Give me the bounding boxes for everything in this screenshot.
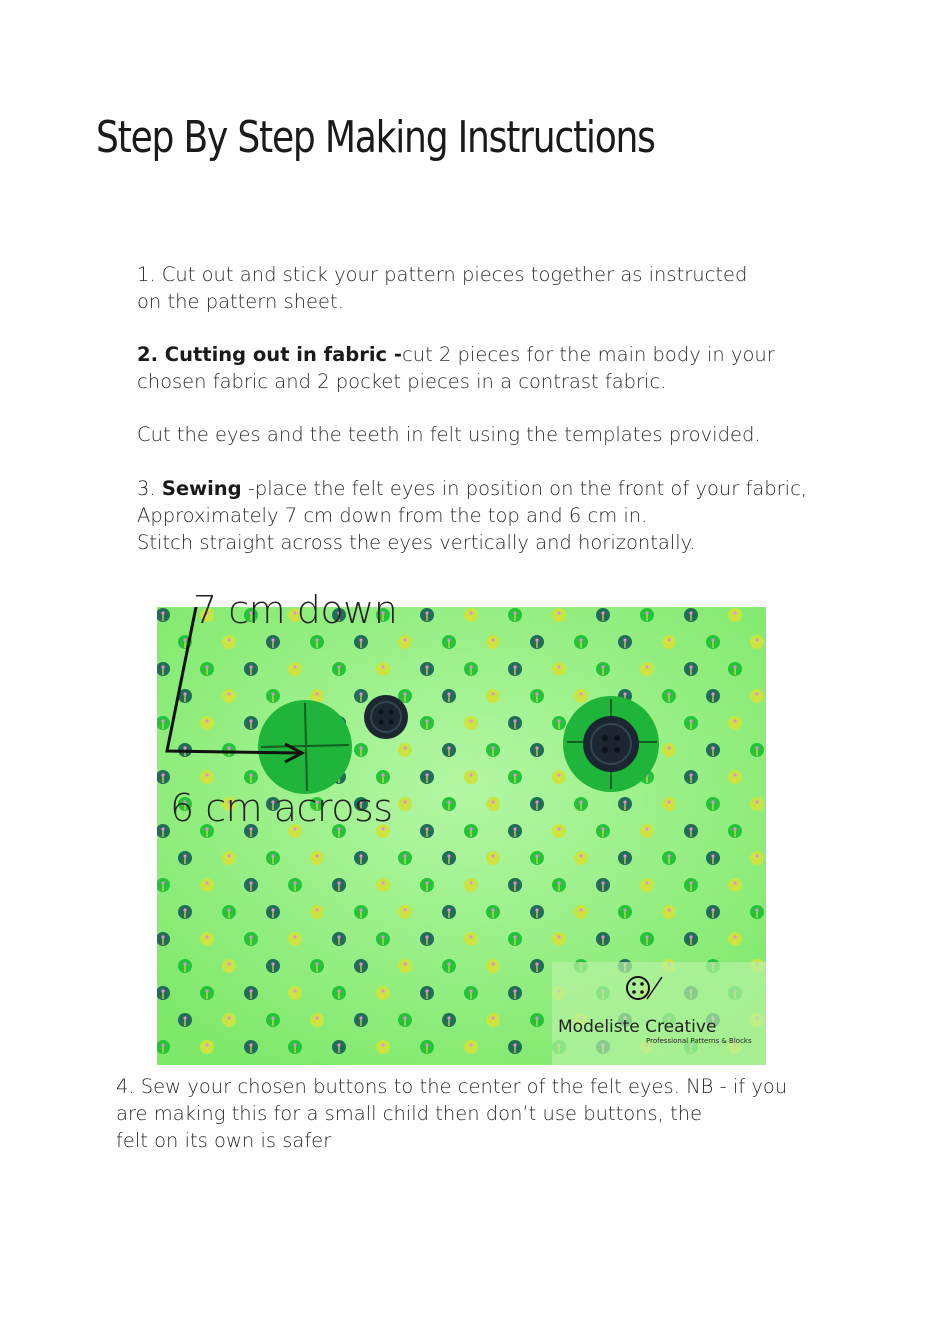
fabric-dot-bud <box>733 935 736 938</box>
fabric-dot-bud <box>183 908 186 911</box>
fabric-dot-bud <box>381 665 384 668</box>
step-2-heading: 2. Cutting out in fabric - <box>137 343 403 366</box>
fabric-dot-bud <box>205 1043 208 1046</box>
fabric-dot-bud <box>535 1016 538 1019</box>
fabric-photo-svg <box>157 607 766 1065</box>
fabric-dot-bud <box>601 827 604 830</box>
fabric-dot-bud <box>227 692 230 695</box>
fabric-dot-bud <box>403 962 406 965</box>
fabric-dot-bud <box>513 719 516 722</box>
fabric-dot-bud <box>491 1016 494 1019</box>
fabric-dot-bud <box>645 665 648 668</box>
fabric-dot-bud <box>447 962 450 965</box>
fabric-dot-bud <box>491 908 494 911</box>
fabric-dot-bud <box>689 773 692 776</box>
fabric-dot-bud <box>161 665 164 668</box>
eyes-teeth-instruction: Cut the eyes and the teeth in felt using the templates provided. <box>137 423 761 446</box>
fabric-dot-bud <box>755 800 758 803</box>
fabric-dot-bud <box>667 854 670 857</box>
fabric-dot-bud <box>271 854 274 857</box>
fabric-dot-bud <box>447 638 450 641</box>
fabric-dot-bud <box>315 908 318 911</box>
fabric-dot-bud <box>645 935 648 938</box>
fabric-dot-bud <box>579 638 582 641</box>
fabric-dot-bud <box>557 827 560 830</box>
fabric-dot-bud <box>711 854 714 857</box>
fabric-dot-bud <box>535 746 538 749</box>
fabric-dot-bud <box>227 962 230 965</box>
fabric-dot-bud <box>557 665 560 668</box>
fabric-dot-bud <box>227 1016 230 1019</box>
fabric-dot-bud <box>205 773 208 776</box>
fabric-dot-bud <box>711 692 714 695</box>
fabric-dot-bud <box>403 1016 406 1019</box>
fabric-dot-bud <box>491 638 494 641</box>
fabric-dot-bud <box>359 962 362 965</box>
fabric-dot-bud <box>425 773 428 776</box>
step-3-heading: Sewing <box>161 477 242 500</box>
fabric-dot-bud <box>667 908 670 911</box>
fabric-dot-bud <box>689 827 692 830</box>
fabric-dot-bud <box>535 962 538 965</box>
fabric-dot-bud <box>513 1043 516 1046</box>
fabric-dot-bud <box>623 908 626 911</box>
fabric-dot-bud <box>183 746 186 749</box>
fabric-dot-bud <box>491 746 494 749</box>
fabric-dot-bud <box>733 719 736 722</box>
fabric-dot-bud <box>359 1016 362 1019</box>
fabric-dot-bud <box>249 1043 252 1046</box>
fabric-dot-bud <box>271 692 274 695</box>
fabric-dot-bud <box>161 935 164 938</box>
fabric-dot-bud <box>337 665 340 668</box>
fabric-dot-bud <box>205 881 208 884</box>
fabric-dot-bud <box>425 881 428 884</box>
fabric-dot-bud <box>293 1043 296 1046</box>
fabric-dot-bud <box>645 827 648 830</box>
fabric-dot-bud <box>381 989 384 992</box>
fabric-dot-bud <box>601 881 604 884</box>
fabric-dot-bud <box>755 908 758 911</box>
fabric-dot-bud <box>579 800 582 803</box>
fabric-dot-bud <box>557 773 560 776</box>
fabric-dot-bud <box>469 935 472 938</box>
fabric-dot-bud <box>425 611 428 614</box>
fabric-dot-bud <box>469 773 472 776</box>
fabric-dot-bud <box>623 800 626 803</box>
fabric-dot-bud <box>359 692 362 695</box>
fabric-dot-bud <box>271 1016 274 1019</box>
fabric-dot-bud <box>711 638 714 641</box>
right-felt-eye <box>563 696 659 792</box>
fabric-dot-bud <box>623 638 626 641</box>
fabric-dot-bud <box>447 800 450 803</box>
fabric-dot-bud <box>755 854 758 857</box>
logo-tagline: Professional Patterns & Blocks <box>646 1037 752 1045</box>
fabric-dot-bud <box>469 1043 472 1046</box>
fabric-dot-bud <box>227 908 230 911</box>
fabric-dot-bud <box>205 719 208 722</box>
fabric-dot-bud <box>469 881 472 884</box>
fabric-dot-bud <box>711 800 714 803</box>
fabric-dot-bud <box>623 692 626 695</box>
fabric-dot-bud <box>513 881 516 884</box>
fabric-dot-bud <box>601 665 604 668</box>
fabric-dot-bud <box>579 854 582 857</box>
fabric-dot-bud <box>557 881 560 884</box>
fabric-dot-bud <box>183 692 186 695</box>
fabric-dot-bud <box>227 746 230 749</box>
fabric-dot-bud <box>447 1016 450 1019</box>
fabric-dot-bud <box>535 692 538 695</box>
step-4-line-3: felt on its own is safer <box>116 1129 332 1152</box>
fabric-dot-bud <box>689 611 692 614</box>
fabric-dot-bud <box>337 881 340 884</box>
fabric-dot-bud <box>271 962 274 965</box>
left-felt-eye <box>258 700 352 794</box>
fabric-dot-bud <box>469 989 472 992</box>
fabric-dot-bud <box>469 665 472 668</box>
step-2 <box>137 341 775 395</box>
fabric-dot-bud <box>535 638 538 641</box>
fabric-dot-bud <box>293 935 296 938</box>
logo-name: Modeliste Creative <box>558 1017 717 1037</box>
fabric-dot-bud <box>645 611 648 614</box>
fabric-dot-bud <box>359 638 362 641</box>
fabric-dot-bud <box>337 989 340 992</box>
step-4-line-1: 4. Sew your chosen buttons to the center of the felt eyes. NB - if you <box>116 1075 788 1098</box>
fabric-dot-bud <box>161 1043 164 1046</box>
fabric-dot-bud <box>315 692 318 695</box>
fabric-dot-bud <box>381 1043 384 1046</box>
step-1-line-1: 1. Cut out and stick your pattern pieces together as instructed <box>137 263 748 286</box>
fabric-dot-bud <box>293 881 296 884</box>
fabric-dot-bud <box>447 746 450 749</box>
fabric-dot-bud <box>733 611 736 614</box>
fabric-dot-bud <box>403 800 406 803</box>
fabric-dot-bud <box>601 611 604 614</box>
logo-backdrop <box>552 962 766 1065</box>
step-4-line-2: are making this for a small child then don’t use buttons, the <box>116 1102 703 1125</box>
fabric-dot-bud <box>733 881 736 884</box>
fabric-dot-bud <box>491 854 494 857</box>
fabric-dot-bud <box>403 908 406 911</box>
fabric-dot-bud <box>249 665 252 668</box>
fabric-dot-bud <box>271 638 274 641</box>
step-3 <box>137 475 807 556</box>
fabric-dot-bud <box>381 881 384 884</box>
fabric-dot-bud <box>513 773 516 776</box>
fabric-dot-bud <box>425 935 428 938</box>
fabric-dot-bud <box>249 935 252 938</box>
fabric-dot-bud <box>381 935 384 938</box>
fabric-dot-bud <box>557 935 560 938</box>
fabric-dot-bud <box>557 611 560 614</box>
step-1-line-2: on the pattern sheet. <box>137 290 344 313</box>
fabric-dot-bud <box>337 935 340 938</box>
fabric-dot-bud <box>535 854 538 857</box>
label-7cm-down: 7 cm down <box>193 588 398 632</box>
fabric-dot-bud <box>227 638 230 641</box>
fabric-dot-bud <box>469 611 472 614</box>
fabric-dot-bud <box>755 638 758 641</box>
fabric-dot-bud <box>403 692 406 695</box>
fabric-dot-bud <box>447 692 450 695</box>
fabric-dot-bud <box>579 908 582 911</box>
fabric-dot-bud <box>557 719 560 722</box>
left-button <box>364 695 408 739</box>
fabric-dot-bud <box>667 800 670 803</box>
fabric-dot-bud <box>381 773 384 776</box>
fabric-dot-bud <box>535 800 538 803</box>
fabric-dot-bud <box>469 719 472 722</box>
step-3-line-1: -place the felt eyes in position on the front of your fabric, <box>241 477 808 500</box>
fabric-dot-bud <box>205 935 208 938</box>
fabric-dot-bud <box>425 665 428 668</box>
fabric-dot-bud <box>447 854 450 857</box>
fabric-dot-bud <box>293 665 296 668</box>
fabric-dot-bud <box>315 854 318 857</box>
fabric-dot-bud <box>249 773 252 776</box>
fabric-dot-bud <box>491 692 494 695</box>
fabric-dot-bud <box>183 854 186 857</box>
fabric-dot-bud <box>755 692 758 695</box>
fabric-dot-bud <box>689 935 692 938</box>
fabric-dot-bud <box>183 638 186 641</box>
fabric-dot-bud <box>513 611 516 614</box>
step-2-line-1: cut 2 pieces for the main body in your <box>402 343 775 366</box>
step-3-number: 3. <box>137 477 162 500</box>
fabric-dot-bud <box>161 773 164 776</box>
fabric-dot-bud <box>689 665 692 668</box>
fabric-dot-bud <box>359 854 362 857</box>
step-3-line-2: Approximately 7 cm down from the top and 6 cm in. <box>137 504 648 527</box>
fabric-dot-bud <box>403 638 406 641</box>
fabric-dot-bud <box>359 908 362 911</box>
fabric-dot-bud <box>689 719 692 722</box>
fabric-dot-bud <box>183 1016 186 1019</box>
fabric-dot-bud <box>403 746 406 749</box>
fabric-dot-bud <box>667 638 670 641</box>
fabric-dot-bud <box>337 1043 340 1046</box>
fabric-dot-bud <box>513 935 516 938</box>
fabric-dot-bud <box>161 827 164 830</box>
step-4 <box>116 1073 787 1154</box>
fabric-dot-bud <box>513 989 516 992</box>
step-3-line-3: Stitch straight across the eyes vertically and horizontally. <box>137 531 696 554</box>
fabric-dot-bud <box>535 908 538 911</box>
fabric-dot-bud <box>733 827 736 830</box>
page-title: Step By Step Making Instructions <box>96 112 655 163</box>
fabric-dot-bud <box>315 962 318 965</box>
fabric-dot-bud <box>161 989 164 992</box>
fabric-dot-bud <box>425 989 428 992</box>
fabric-dot-bud <box>469 827 472 830</box>
label-6cm-across: 6 cm across <box>170 786 393 830</box>
fabric-dot-bud <box>513 665 516 668</box>
fabric-dot-bud <box>513 827 516 830</box>
fabric-dot-bud <box>205 665 208 668</box>
fabric-dot-bud <box>645 881 648 884</box>
fabric-dot-bud <box>491 800 494 803</box>
fabric-dot-bud <box>249 719 252 722</box>
fabric-dot-bud <box>755 746 758 749</box>
fabric-dot-bud <box>183 962 186 965</box>
fabric-dot-bud <box>711 746 714 749</box>
fabric-photo <box>157 588 766 1065</box>
fabric-dot-bud <box>667 692 670 695</box>
fabric-dot-bud <box>249 989 252 992</box>
step-1 <box>137 261 747 315</box>
fabric-dot-bud <box>161 719 164 722</box>
fabric-dot-bud <box>447 908 450 911</box>
fabric-dot-bud <box>359 746 362 749</box>
fabric-dot-bud <box>733 773 736 776</box>
fabric-dot-bud <box>425 827 428 830</box>
fabric-dot-bud <box>227 854 230 857</box>
fabric-dot-bud <box>315 638 318 641</box>
fabric-dot-bud <box>491 962 494 965</box>
fabric-dot-bud <box>601 935 604 938</box>
fabric-dot-bud <box>425 1043 428 1046</box>
fabric-dot-bud <box>689 881 692 884</box>
fabric-dot-bud <box>315 1016 318 1019</box>
fabric-dot-bud <box>161 611 164 614</box>
step-2-line-2: chosen fabric and 2 pocket pieces in a contrast fabric. <box>137 370 667 393</box>
fabric-dot-bud <box>293 989 296 992</box>
fabric-dot-bud <box>579 692 582 695</box>
fabric-dot-bud <box>623 854 626 857</box>
fabric-dot-bud <box>667 746 670 749</box>
fabric-dot-bud <box>711 908 714 911</box>
fabric-dot-bud <box>271 908 274 911</box>
fabric-dot-bud <box>205 989 208 992</box>
fabric-dot-bud <box>733 665 736 668</box>
fabric-dot-bud <box>403 854 406 857</box>
fabric-dot-bud <box>425 719 428 722</box>
fabric-dot-bud <box>249 881 252 884</box>
fabric-dot-bud <box>161 881 164 884</box>
